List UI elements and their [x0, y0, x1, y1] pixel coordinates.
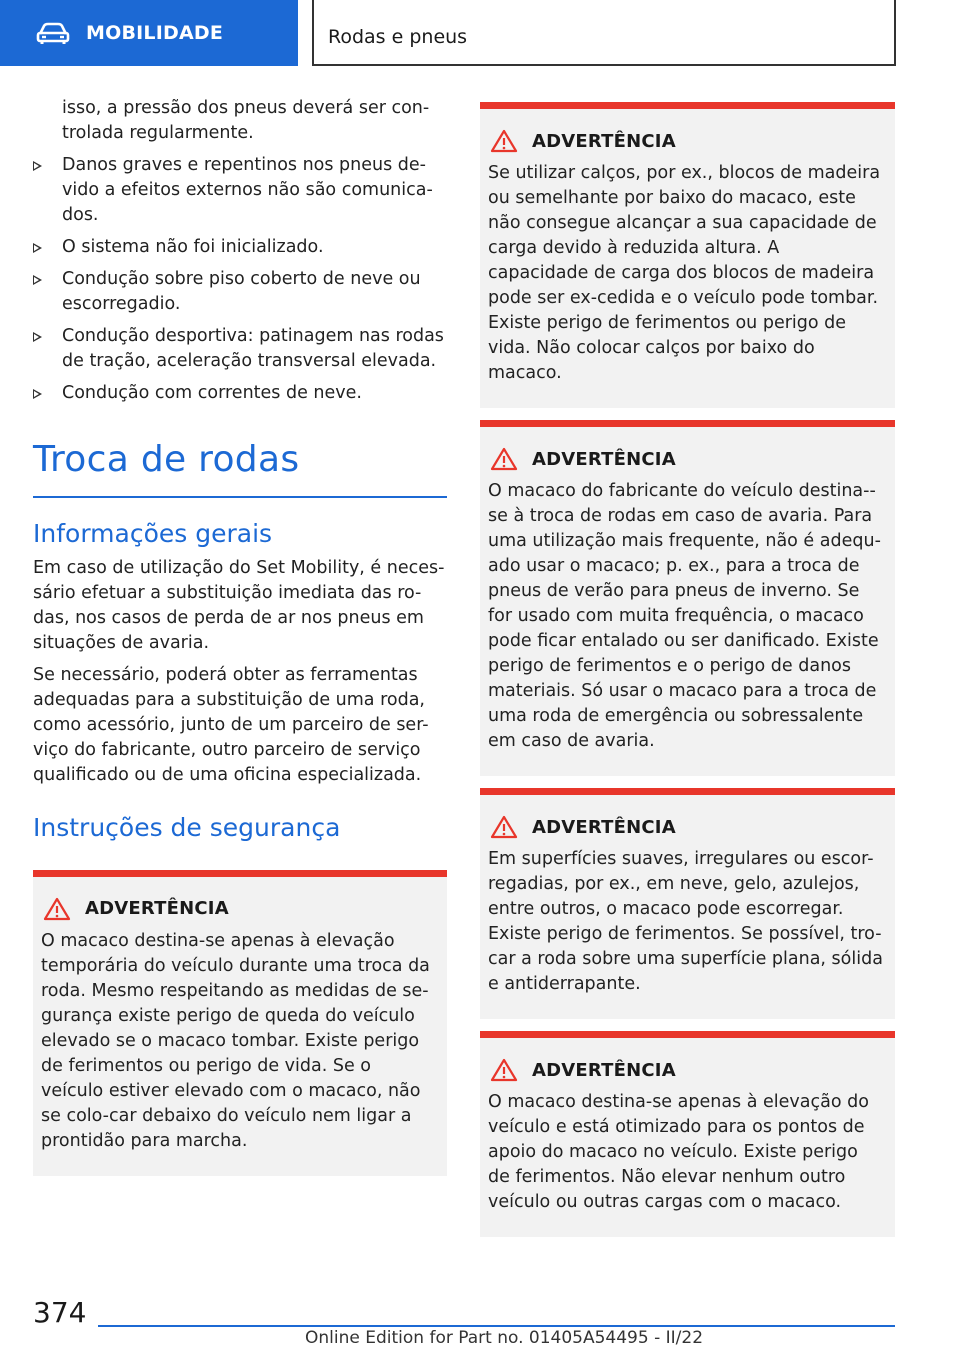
- warning-triangle-icon: [490, 1058, 518, 1082]
- triangle-bullet-icon: [33, 389, 42, 399]
- triangle-bullet-icon: [33, 275, 42, 285]
- right-column: [480, 102, 895, 1237]
- list-item: O sistema não foi inicializado.: [33, 235, 447, 260]
- bullet-list: [33, 153, 447, 406]
- chapter-title: Rodas e pneus: [328, 26, 468, 48]
- footer-divider: [98, 1325, 895, 1327]
- warning-text: Em superfícies suaves, irregulares ou escor-regadias, por ex., em neve, gelo, azulejos, entre outros, o macaco pode escorregar. Existe perigo de ferimentos. Se possível, tro-car a roda sobre uma superfície plana, sólida e antiderrapante.: [488, 849, 883, 994]
- list-item: Condução com correntes de neve.: [33, 381, 447, 406]
- left-column: [33, 96, 447, 1176]
- header-section-tab: [0, 0, 298, 66]
- warning-box: [33, 870, 447, 1176]
- triangle-bullet-icon: [33, 243, 42, 253]
- warning-text: O macaco destina-se apenas à elevação temporária do veículo durante uma troca da roda. Mesmo respeitando as medidas de se-gurança existe perigo de queda do veículo elevado se o macaco tombar. Existe perigo de ferimentos ou perigo de vida. Se o veículo estiver elevado com o macaco, não se colo-car debaixo do veículo nem ligar a prontidão para marcha.: [41, 930, 430, 1151]
- paragraph: Em caso de utilização do Set Mobility, é neces-sário efetuar a substituição imediata das ro-das, nos casos de perda de ar nos pneus em situações de avaria.: [33, 557, 445, 653]
- warning-label: ADVERTÊNCIA: [85, 898, 229, 919]
- warning-box: [480, 788, 895, 1019]
- section-title: MOBILIDADE: [86, 22, 224, 44]
- list-item: Condução sobre piso coberto de neve ou escorregadio.: [33, 267, 447, 317]
- subheading-general-info: Informações gerais: [33, 518, 273, 548]
- continued-text: isso, a pressão dos pneus deverá ser con-trolada regularmente.: [62, 98, 430, 143]
- warning-text: Se utilizar calços, por ex., blocos de madeira ou semelhante por baixo do macaco, este não consegue alcançar a sua capacidade de carga devido à reduzida altura. A capacidade de carga dos blocos de madeira pode ser ex-cedida e o veículo pode tombar. Existe perigo de ferimentos ou perigo de vida. Não colocar calços por baixo do macaco.: [488, 163, 881, 383]
- warning-text: O macaco destina-se apenas à elevação do veículo e está otimizado para os pontos de apoio do macaco no veículo. Existe perigo de ferimentos. Não elevar nenhum outro veículo ou outras cargas com o macaco.: [488, 1092, 869, 1212]
- chapter-header: [312, 0, 896, 66]
- page-title: Troca de rodas: [33, 439, 300, 480]
- warning-label: ADVERTÊNCIA: [532, 130, 676, 152]
- warning-triangle-icon: [490, 815, 518, 839]
- warning-triangle-icon: [43, 897, 71, 921]
- triangle-bullet-icon: [33, 332, 42, 342]
- subheading-safety: Instruções de segurança: [33, 812, 341, 842]
- warning-label: ADVERTÊNCIA: [532, 1059, 676, 1081]
- triangle-bullet-icon: [33, 161, 42, 171]
- warning-box: [480, 1031, 895, 1237]
- car-icon: [36, 21, 70, 45]
- list-item: Condução desportiva: patinagem nas rodas de tração, aceleração transversal elevada.: [33, 324, 447, 374]
- warning-text: O macaco do fabricante do veículo destina--se à troca de rodas em caso de avaria. Para uma utilização mais frequente, não é adequ-ado usar o macaco; p. ex., para a troca de pneus de verão para pneus de inverno. Se for usado com muita frequência, o macaco pode ficar entalado ou ser danificado. Existe perigo de ferimentos e o perigo de danos materiais. Só usar o macaco para a troca de uma roda de emergência ou sobressalente em caso de avaria.: [488, 481, 881, 751]
- edition-info: Online Edition for Part no. 01405A54495 - II/22: [305, 1328, 704, 1348]
- paragraph: Se necessário, poderá obter as ferramentas adequadas para a substituição de uma roda, como acessório, junto de um parceiro de ser-viço do fabricante, outro parceiro de serviço qualificado ou de uma oficina especializada.: [33, 664, 429, 785]
- warning-box: [480, 420, 895, 776]
- warning-label: ADVERTÊNCIA: [532, 448, 676, 470]
- warning-box: [480, 102, 895, 408]
- warning-triangle-icon: [490, 447, 518, 471]
- page-number: 374: [33, 1296, 87, 1329]
- list-item: Danos graves e repentinos nos pneus de-vido a efeitos externos não são comunica-dos.: [33, 153, 447, 228]
- warning-triangle-icon: [490, 129, 518, 153]
- warning-label: ADVERTÊNCIA: [532, 816, 676, 838]
- title-divider: [33, 496, 447, 498]
